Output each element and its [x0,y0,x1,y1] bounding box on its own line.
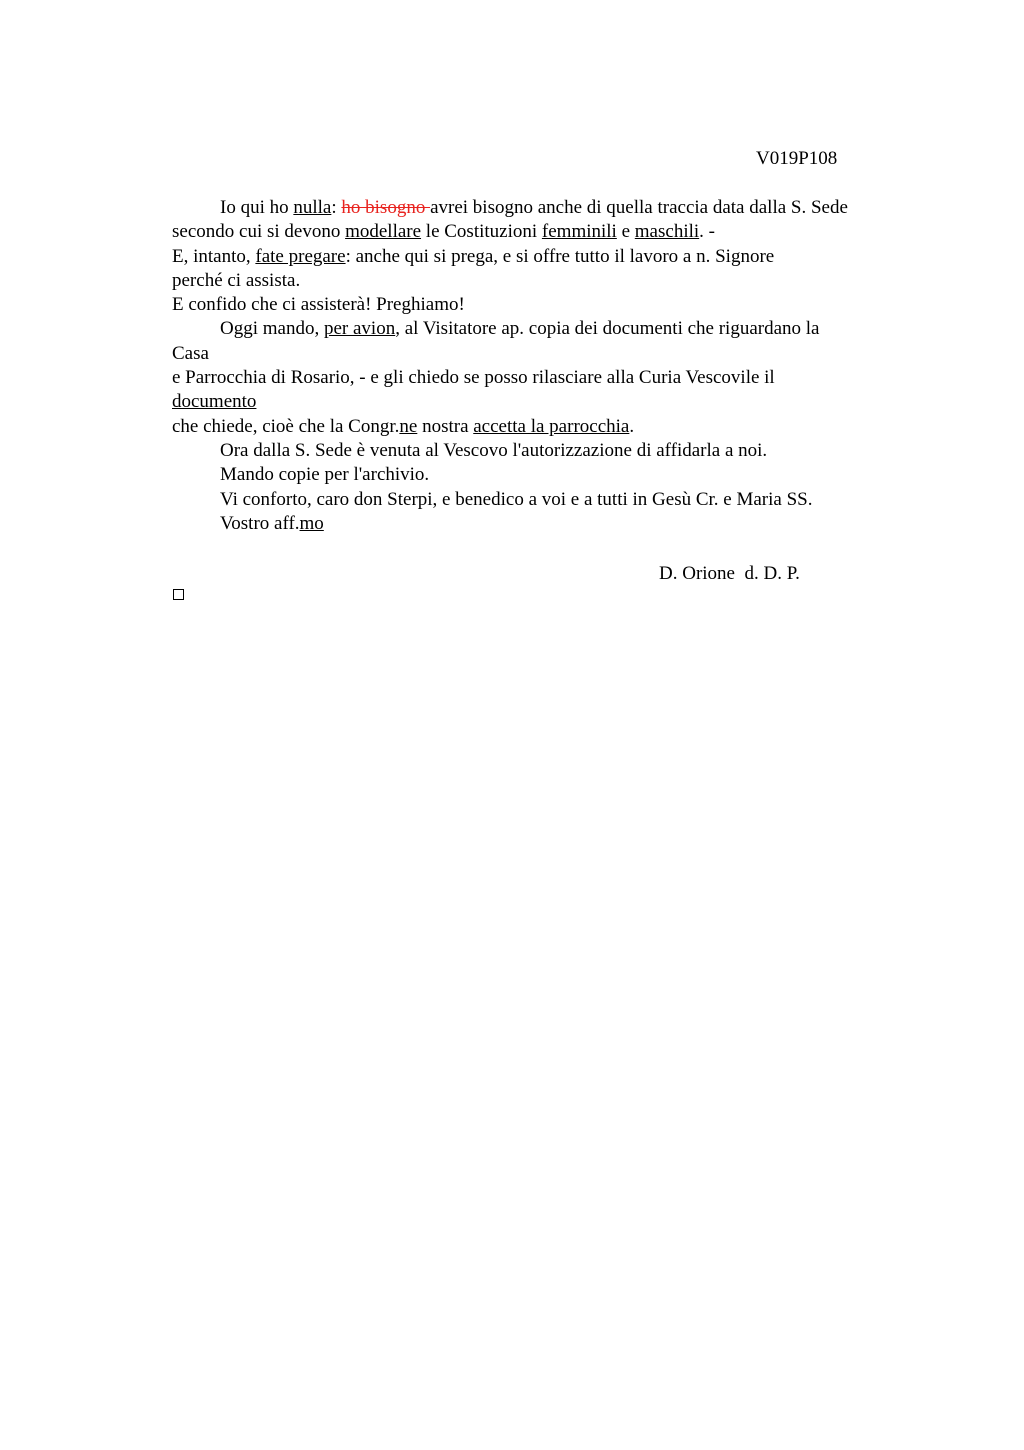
page-reference: V019P108 [756,148,838,169]
text-line: Vostro aff.mo [220,512,324,534]
text-line: Mando copie per l'archivio. [220,464,430,486]
signature: D. Orione d. D. P. [659,563,800,584]
underlined-word: ne [399,415,418,437]
text-line: E, intanto, fate pregare: anche qui si prega, e si offre tutto il lavoro a n. Signore [172,245,775,267]
text-line: e Parrocchia di Rosario, - e gli chiedo se posso rilasciare alla Curia Vescovile il [172,367,775,389]
letter-body [172,196,912,536]
underlined-word: maschili [634,221,700,243]
text-line: Oggi mando, per avion, al Visitatore ap. copia dei documenti che riguardano la [220,318,820,340]
text-line: Vi conforto, caro don Sterpi, e benedico a voi e a tutti in Gesù Cr. e Maria SS. [220,488,813,510]
text-line: che chiede, cioè che la Congr.ne nostra accetta la parrocchia. [172,415,635,437]
text-line: Ora dalla S. Sede è venuta al Vescovo l'autorizzazione di affidarla a noi. [220,439,768,461]
text-line: E confido che ci assisterà! Preghiamo! [172,294,465,316]
underlined-word: nulla [293,197,332,218]
underlined-word: femminili [541,221,617,243]
underlined-word: per avion [323,318,396,340]
underlined-word: modellare [345,221,422,243]
underlined-word: documento [172,391,257,413]
underlined-word: fate pregare [255,245,346,267]
underlined-word: accetta la parrocchia [473,415,630,437]
text-line: secondo cui si devono modellare le Costituzioni femminili e maschili. - [172,221,715,243]
end-marker-box [173,589,184,600]
text-line: Casa [172,342,209,364]
underlined-word: mo [299,512,324,534]
struck-through-text: ho bisogno [341,197,431,218]
text-line: perché ci assista. [172,269,301,291]
text-line: Io qui ho nulla: ho bisogno avrei bisogno anche di quella traccia data dalla S. Sede [220,197,848,218]
text-line [172,390,912,414]
